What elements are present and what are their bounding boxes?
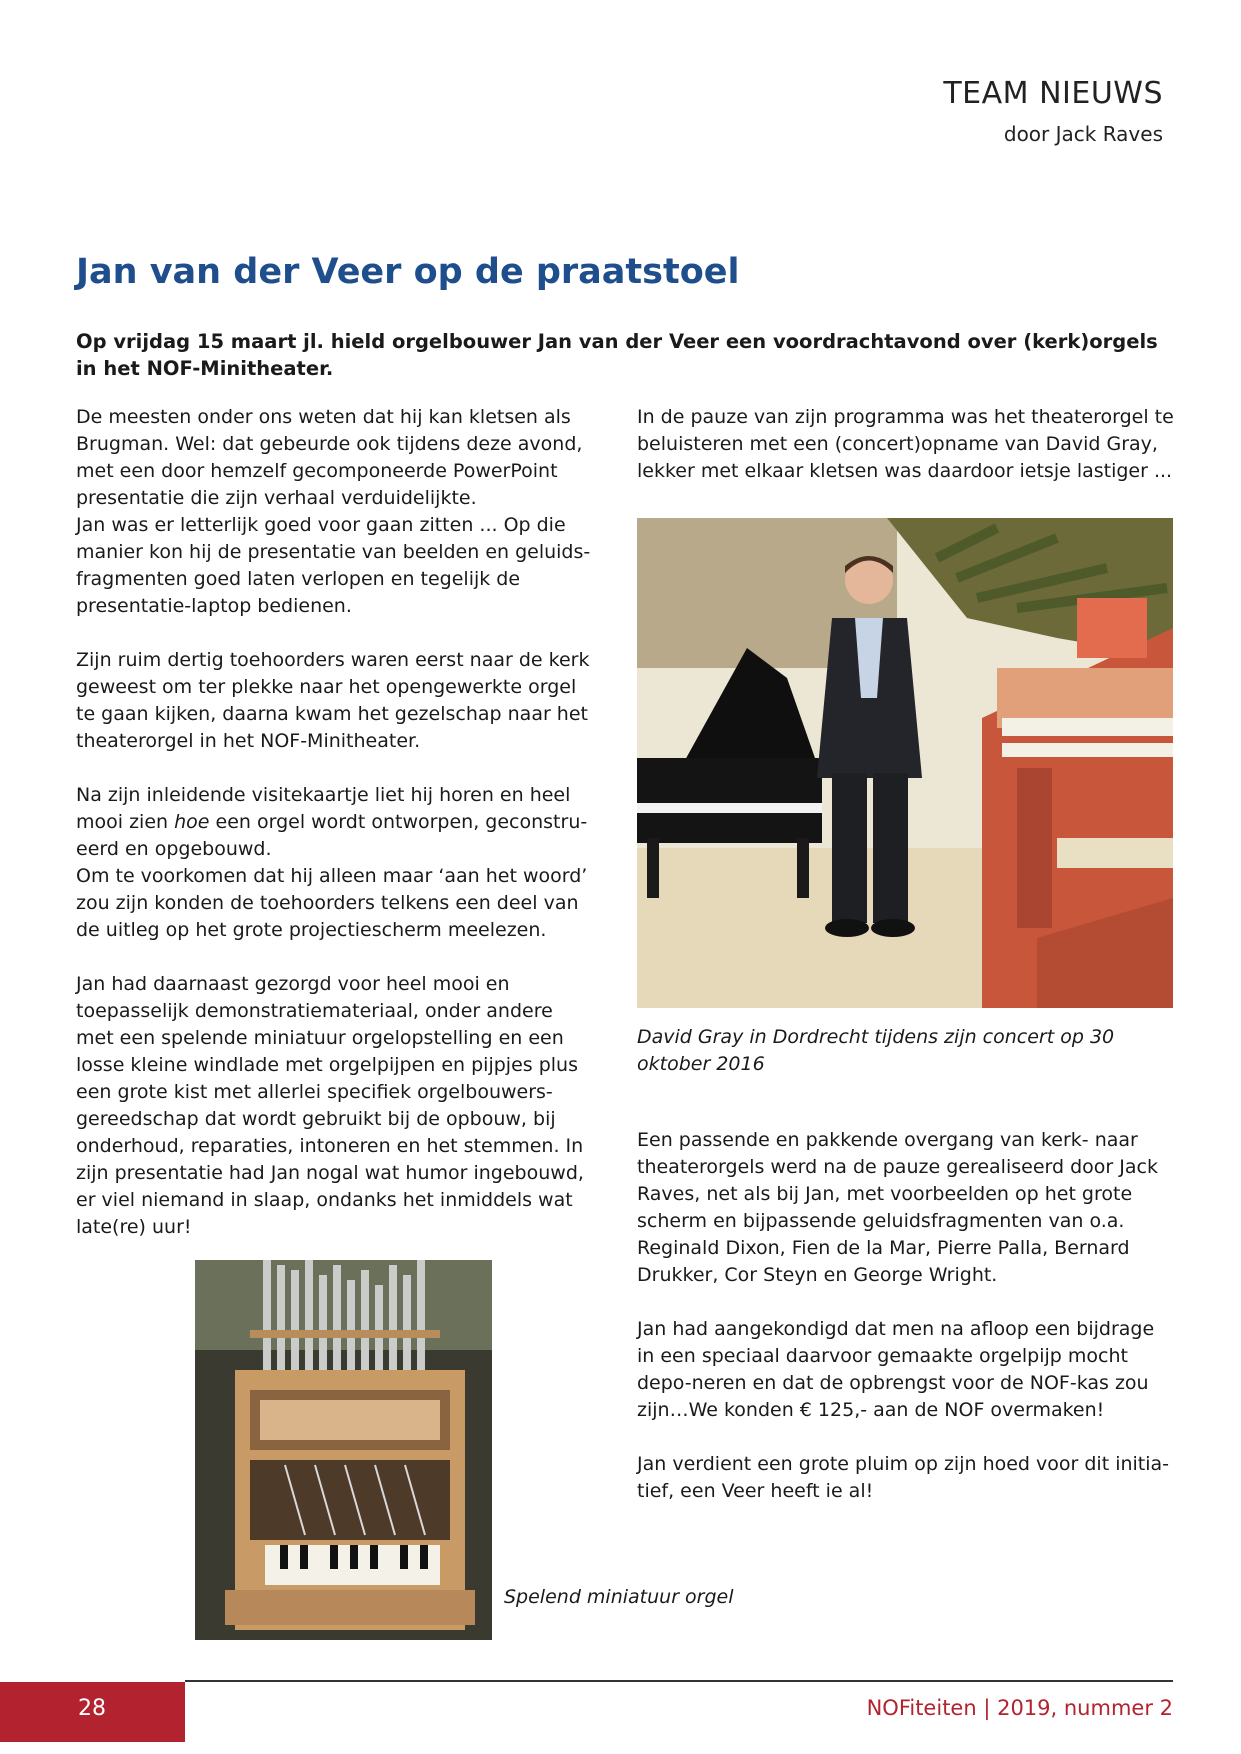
miniature-organ-illustration [195,1260,492,1640]
miniature-organ-photo [195,1260,492,1640]
right-column-top [637,404,1177,512]
publication-name: NOFiteiten | 2019, nummer 2 [866,1696,1173,1720]
paragraph: Zijn ruim dertig toehoorders waren eerst naar de kerk geweest om ter plekke naar het opengewerkte orgel te gaan kijken, daarna kwam het gezelschap naar het theaterorgel in het NOF-Minitheater. [76,649,590,752]
emphasis-text: hoe [174,811,210,833]
photo2-caption: Spelend miniatuur orgel [504,1586,734,1608]
section-title: TEAM NIEUWS [943,76,1163,111]
paragraph: Jan had aangekondigd dat men na afloop een bijdrage in een speciaal daarvoor gemaakte orgelpijp mocht depo-neren en dat de opbrengst voor de NOF-kas zou zijn…We konden € 125,- aan de NOF overmaken! [637,1318,1155,1421]
paragraph [76,782,596,944]
paragraph: Jan verdient een grote pluim op zijn hoed voor dit initia-tief, een Veer heeft ie al! [637,1453,1170,1502]
paragraph-text: een orgel wordt ontworpen, geconstru-eerd en opgebouwd. Om te voorkomen dat hij alleen maar ‘aan het woord’ zou zijn konden de toehoorders telkens een deel van de uitleg op het grote projectiescherm meelezen. [76,811,588,941]
right-column-bottom [637,1127,1177,1532]
left-column [76,404,596,1268]
paragraph: Een passende en pakkende overgang van kerk- naar theaterorgels werd na de pauze gerealiseerd door Jack Raves, net als bij Jan, met voorbeelden op het grote scherm en bijpassende geluidsfragmenten van o.a. Reginald Dixon, Fien de la Mar, Pierre Palla, Bernard Drukker, Cor Steyn en George Wright. [637,1129,1158,1286]
paragraph: De meesten onder ons weten dat hij kan kletsen als Brugman. Wel: dat gebeurde ook tijdens deze avond, met een door hemzelf gecomponeerde PowerPoint presentatie die zijn verhaal verduidelijkte. Jan was er letterlijk goed voor gaan zitten ... Op die manier kon hij de presentatie van beelden en geluids-fragmenten goed laten verlopen en tegelijk de presentatie-laptop bedienen. [76,406,591,617]
article-intro: Op vrijdag 15 maart jl. hield orgelbouwer Jan van der Veer een voordrachtavond over (kerk)orgels in het NOF-Minitheater. [76,330,1158,380]
photo-caption: David Gray in Dordrecht tijdens zijn concert op 30 oktober 2016 [637,1026,1115,1075]
concert-photo-illustration [637,518,1173,1008]
footer-rule [185,1680,1173,1682]
concert-photo [637,518,1173,1008]
paragraph-text: Na zijn inleidende visitekaartje liet hij horen en heel mooi zien [76,784,571,833]
paragraph: Jan had daarnaast gezorgd voor heel mooi en toepasselijk demonstratiemateriaal, onder andere met een spelende miniatuur orgelopstelling en een losse kleine windlade met orgelpijpen en pijpjes plus een grote kist met allerlei specifiek orgelbouwers-gereedschap dat wordt gebruikt bij de opbouw, bij onderhoud, reparaties, intoneren en het stemmen. In zijn presentatie had Jan nogal wat humor ingebouwd, er viel niemand in slaap, ondanks het inmiddels wat late(re) uur! [76,973,584,1238]
paragraph: In de pauze van zijn programma was het theaterorgel te beluisteren met een (concert)opname van David Gray, lekker met elkaar kletsen was daardoor ietsje lastiger ... [637,406,1174,482]
page-number: 28 [78,1696,106,1721]
article-title: Jan van der Veer op de praatstoel [76,252,740,292]
byline: door Jack Raves [1003,122,1163,146]
